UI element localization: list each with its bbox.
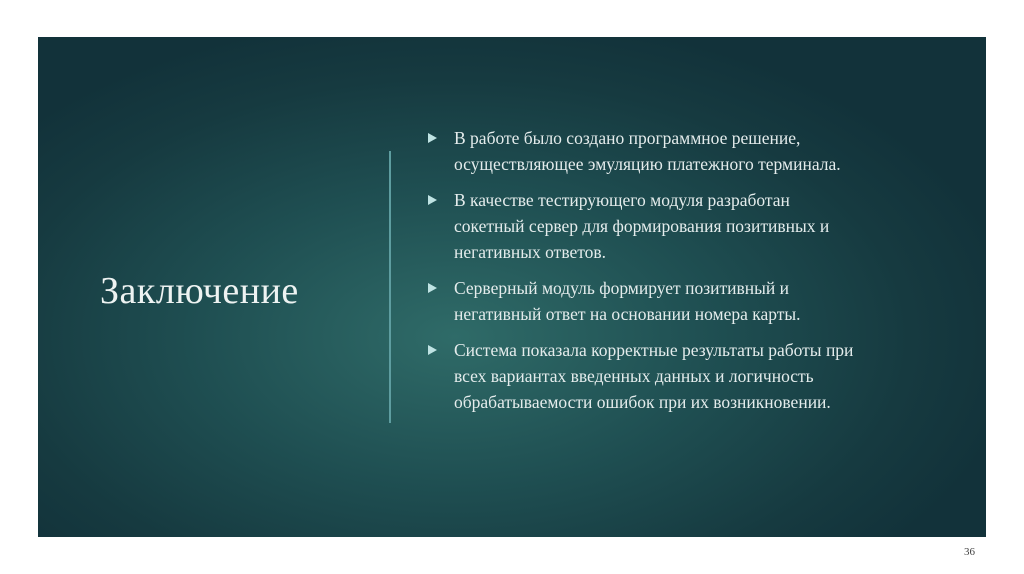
bullet-text-line: В качестве тестирующего модуля разработан bbox=[454, 190, 790, 210]
bullet-text-line: осуществляющее эмуляцию платежного терминала. bbox=[454, 154, 841, 174]
bullet-list bbox=[426, 125, 966, 425]
vertical-divider bbox=[389, 151, 391, 423]
triangle-right-icon bbox=[428, 133, 437, 143]
bullet-item bbox=[426, 187, 966, 265]
page-number: 36 bbox=[964, 546, 975, 558]
triangle-right-icon bbox=[428, 345, 437, 355]
bullet-item bbox=[426, 337, 966, 415]
bullet-text-line: В работе было создано программное решение, bbox=[454, 128, 801, 148]
bullet-text-line: всех вариантах введенных данных и логичность bbox=[454, 366, 814, 386]
bullet-text-line: Система показала корректные результаты работы при bbox=[454, 340, 854, 360]
triangle-right-icon bbox=[428, 195, 437, 205]
triangle-right-icon bbox=[428, 283, 437, 293]
bullet-item bbox=[426, 275, 966, 327]
slide-title: Заключение bbox=[100, 270, 299, 312]
bullet-text-line: негативных ответов. bbox=[454, 242, 607, 262]
bullet-text-line: негативный ответ на основании номера карты. bbox=[454, 304, 801, 324]
bullet-text-line: обрабатываемости ошибок при их возникновении. bbox=[454, 392, 831, 412]
bullet-text-line: Серверный модуль формирует позитивный и bbox=[454, 278, 789, 298]
bullet-item bbox=[426, 125, 966, 177]
bullet-text-line: сокетный сервер для формирования позитивных и bbox=[454, 216, 830, 236]
slide bbox=[38, 37, 986, 537]
